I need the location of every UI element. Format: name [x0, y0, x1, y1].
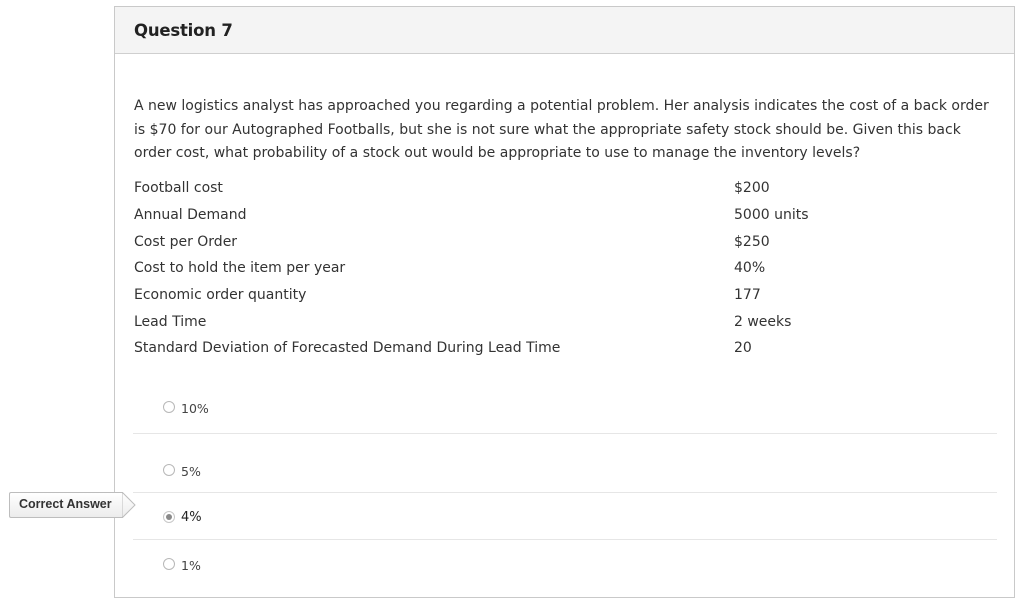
question-header [115, 7, 1014, 54]
row-label: Cost to hold the item per year [134, 260, 346, 277]
table-row [134, 308, 974, 335]
radio-button[interactable] [163, 401, 175, 413]
row-label: Cost per Order [134, 233, 238, 250]
row-value: 5000 units [734, 207, 809, 224]
answer-choice-4[interactable] [133, 493, 997, 540]
table-row [134, 228, 974, 255]
answer-choice-1[interactable] [133, 540, 997, 580]
correct-answer-tag [9, 492, 135, 518]
row-label: Standard Deviation of Forecasted Demand During Lead Time [134, 340, 561, 357]
divider [133, 433, 997, 434]
table-row [134, 175, 974, 202]
radio-button[interactable] [163, 464, 175, 476]
choice-label: 10% [181, 401, 209, 416]
radio-button[interactable] [163, 558, 175, 570]
correct-answer-label: Correct Answer [19, 497, 112, 511]
table-row [134, 282, 974, 309]
question-text: A new logistics analyst has approached you regarding a potential problem. Her analysis indicates the cost of a back order is $70 for our Autographed Footballs, but she is not sure what the appropriate safety stock should be. Given this back order cost, what probability of a stock out would be appropriate to use to manage the inventory levels? [134, 98, 989, 161]
row-label: Annual Demand [134, 207, 247, 224]
table-row [134, 202, 974, 229]
row-label: Economic order quantity [134, 287, 307, 304]
row-value: 2 weeks [734, 313, 792, 330]
answer-choice-5[interactable] [133, 446, 997, 493]
question-title: Question 7 [134, 21, 233, 40]
question-data-table [134, 175, 974, 362]
row-value: 20 [734, 340, 752, 357]
row-value: 177 [734, 287, 761, 304]
question-card [114, 6, 1015, 598]
row-label: Football cost [134, 180, 223, 197]
answer-choice-10[interactable] [133, 387, 997, 434]
row-value: $200 [734, 180, 770, 197]
table-row [134, 335, 974, 362]
row-value: 40% [734, 260, 766, 277]
choice-label: 4% [181, 510, 202, 525]
tag-arrow-icon [122, 492, 136, 518]
row-value: $250 [734, 233, 770, 250]
choice-label: 5% [181, 464, 201, 479]
choice-label: 1% [181, 558, 201, 573]
radio-button-selected[interactable] [163, 511, 175, 523]
table-row [134, 255, 974, 282]
row-label: Lead Time [134, 313, 207, 330]
